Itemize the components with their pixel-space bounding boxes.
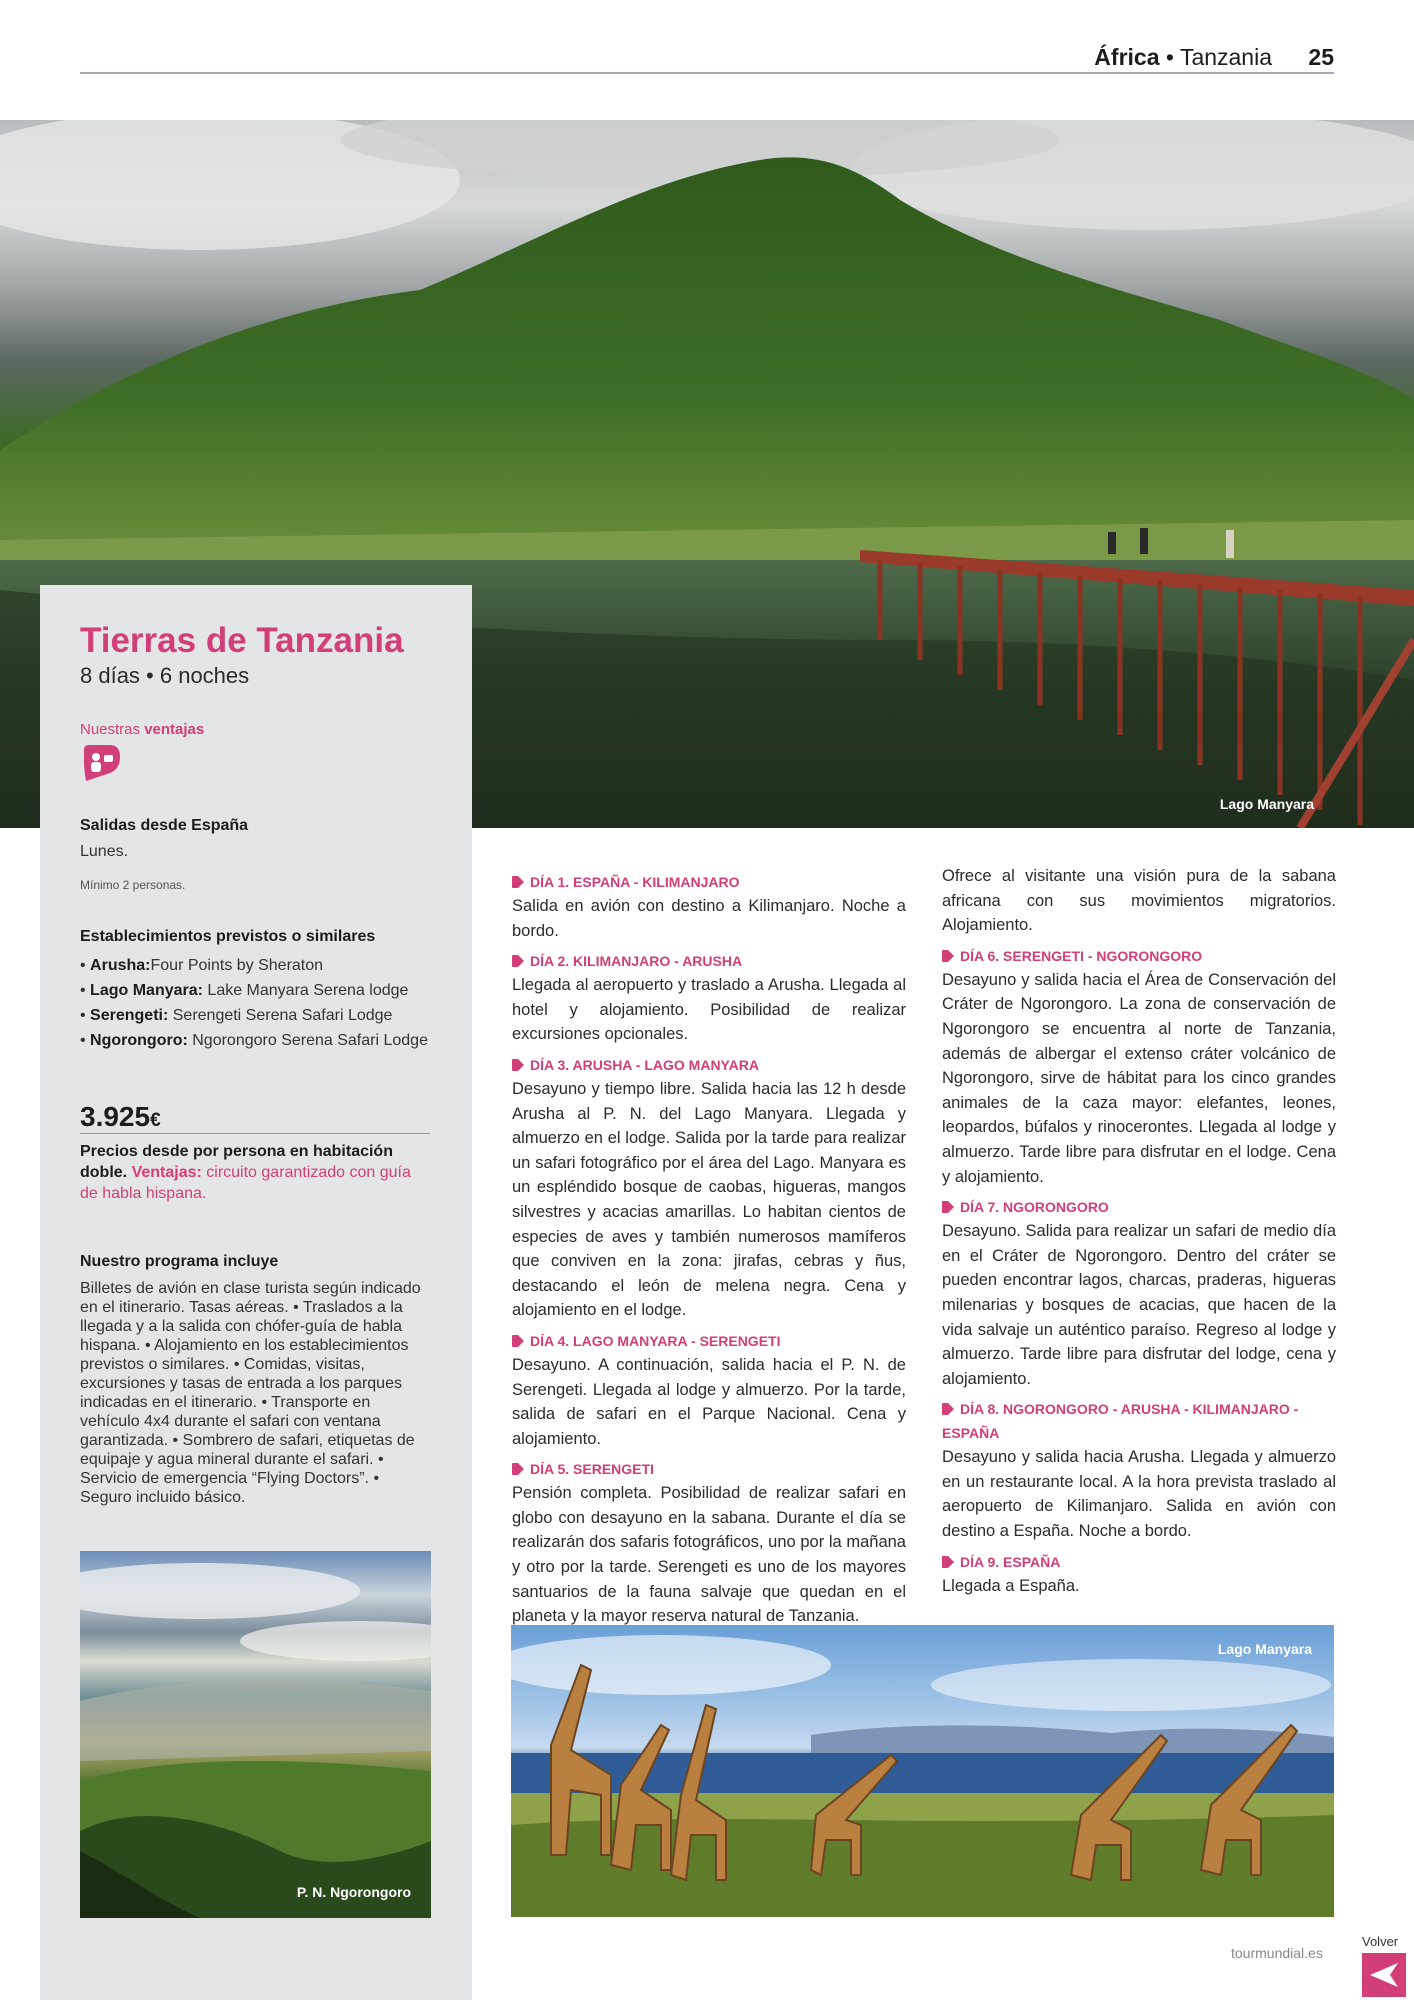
pink-arrow-icon: [512, 876, 524, 888]
hispanic-guide-icon: [80, 745, 120, 781]
day-5-continuation: Ofrece al visitante una visión pura de la sabana africana con sus movimientos migratorios. Alojamiento.: [942, 867, 1336, 935]
itinerary-day: [512, 1329, 906, 1451]
day-heading: DÍA 6. SERENGETI - NGORONGORO: [942, 944, 1336, 968]
giraffes-photo: [511, 1625, 1334, 1917]
trip-sidebar: [40, 585, 472, 2000]
day-heading: DÍA 8. NGORONGORO - ARUSHA - KILIMANJARO - ESPAÑA: [942, 1401, 1299, 1442]
day-heading: DÍA 7. NGORONGORO: [942, 1195, 1336, 1219]
price-value: 3.925: [80, 1101, 151, 1132]
advantages-prefix: Nuestras: [80, 721, 141, 738]
back-button[interactable]: [1362, 1953, 1406, 1997]
advantages-label: [80, 721, 204, 738]
itinerary-day: [512, 1457, 906, 1629]
price-advantages-text: circuito garantizado con guía de habla hispana.: [80, 1164, 411, 1202]
hotels-title: Establecimientos previstos o similares: [80, 928, 376, 945]
hotel-item: • Arusha:Four Points by Sheraton: [80, 957, 324, 974]
trip-title: Tierras de Tanzania: [80, 621, 404, 660]
ngorongoro-caption: P. N. Ngorongoro: [296, 1884, 411, 1900]
ngorongoro-illustration: [80, 1551, 431, 1918]
pink-arrow-icon: [512, 1463, 524, 1475]
pink-arrow-icon: [512, 1335, 524, 1347]
day-heading: DÍA 2. KILIMANJARO - ARUSHA: [512, 949, 906, 973]
trip-duration: 8 días • 6 noches: [80, 663, 250, 688]
itinerary-day: [512, 1053, 906, 1323]
pink-arrow-icon: [942, 950, 954, 962]
hero-caption: Lago Manyara: [1219, 796, 1314, 812]
hotel-item: • Serengeti: Serengeti Serena Safari Lodge: [80, 1007, 393, 1024]
day-heading: DÍA 5. SERENGETI: [512, 1457, 906, 1481]
itinerary-day: [942, 944, 1336, 1189]
back-arrow-icon: [1370, 1963, 1398, 1987]
day-description: Desayuno. Salida para realizar un safari de medio día en el Cráter de Ngorongoro. Dentro del cráter se pueden encontrar lagos, charcas, praderas, higueras milenarias y bosques de acacias, que hacen de la vida salvaje un auténtico paraíso. Regreso al lodge y almuerzo. Tarde libre para disfrutar del lodge, cena y alojamiento.: [942, 1222, 1336, 1388]
header-region: África: [1094, 44, 1160, 70]
day-heading: DÍA 1. ESPAÑA - KILIMANJARO: [512, 870, 906, 894]
website-link[interactable]: tourmundial.es: [1231, 1945, 1323, 1961]
giraffes-caption: Lago Manyara: [1217, 1641, 1312, 1657]
giraffes-illustration: [511, 1625, 1334, 1917]
minimum-persons: Mínimo 2 personas.: [80, 878, 186, 892]
day-description: Pensión completa. Posibilidad de realizar safari en globo con desayuno en la sabana. Durante el día se realizarán dos safaris fotográficos, uno por la mañana y otro por la tarde. Serengeti es uno de los mayores santuarios de la fauna salvaje que quedan en el planeta y la mayor reserva natural de Tanzania.: [512, 1484, 906, 1626]
header-country: Tanzania: [1179, 44, 1273, 70]
page-header: [80, 44, 1334, 74]
itinerary-day: [942, 1397, 1336, 1543]
pink-arrow-icon: [512, 955, 524, 967]
page-number: 25: [1308, 44, 1334, 70]
itinerary-column-2: [942, 864, 1336, 1598]
pink-arrow-icon: [512, 1059, 524, 1071]
itinerary-day: [512, 949, 906, 1047]
day-description: Llegada a España.: [942, 1576, 1080, 1595]
price-note: [80, 1141, 430, 1204]
header-breadcrumb: [1094, 44, 1334, 71]
pink-arrow-icon: [942, 1403, 954, 1415]
ngorongoro-photo: [80, 1551, 431, 1918]
price-note-text: Precios desde por persona en habitación doble.: [80, 1143, 393, 1181]
price-divider: [80, 1133, 430, 1134]
day-heading: DÍA 9. ESPAÑA: [942, 1550, 1336, 1574]
day-description: Salida en avión con destino a Kilimanjaro. Noche a bordo.: [512, 897, 906, 940]
departures-title: Salidas desde España: [80, 817, 249, 834]
itinerary-column-1: [512, 864, 906, 1629]
day-heading: DÍA 4. LAGO MANYARA - SERENGETI: [512, 1329, 906, 1353]
includes-text: Billetes de avión en clase turista según indicado en el itinerario. Tasas aéreas. • Traslados a la llegada y a la salida con chófer-guía de habla hispana. • Alojamiento en los establecimientos previstos o similares. • Comidas, visitas, excursiones y tasas de entrada a los parques indicadas en el itinerario. • Transporte en vehículo 4x4 durante el safari con ventana garantizada. • Sombrero de safari, etiquetas de equipaje y agua mineral durante el safari. • Servicio de emergencia “Flying Doctors”. • Seguro incluido básico.: [80, 1280, 421, 1506]
itinerary-day: [942, 1550, 1336, 1599]
day-description: Desayuno y tiempo libre. Salida hacia las 12 h desde Arusha al P. N. del Lago Manyara. Llegada y almuerzo en el lodge. Salida por la tarde para realizar un safari fotográfico por el área del Lago. Manyara es un espléndido bosque de caobas, higueras, mangos silvestres y acacias amarillas. Lo habitan cientos de especies de aves y también numerosos mamíferos que conviven en la zona: jirafas, cebras y ñus, destacando el león de melena negra. Cena y alojamiento en el lodge.: [512, 1079, 906, 1320]
price-currency: €: [150, 1110, 161, 1131]
departures-days: Lunes.: [80, 843, 129, 860]
hotels-list: [80, 953, 430, 1053]
advantages-word: ventajas: [144, 721, 205, 738]
price-advantages-label: Ventajas:: [131, 1164, 202, 1181]
includes-title: Nuestro programa incluye: [80, 1253, 279, 1270]
itinerary-day: [942, 1195, 1336, 1391]
day-description: Desayuno y salida hacia el Área de Conservación del Cráter de Ngorongoro. La zona de conservación de Ngorongoro se encuentra al norte de Tanzania, además de albergar el extenso cráter volcánico de Ngorongoro, sirve de hábitat para los cinco grandes animales de la caza mayor: elefantes, leones, leopardos, búfalos y rinocerontes. Llegada al lodge y almuerzo. Tarde libre para disfrutar en el lodge. Cena y alojamiento.: [942, 970, 1336, 1186]
header-separator: •: [1165, 44, 1174, 70]
hotel-item: • Ngorongoro: Ngorongoro Serena Safari Lodge: [80, 1032, 428, 1049]
day-description: Llegada al aeropuerto y traslado a Arusha. Llegada al hotel y alojamiento. Posibilidad de realizar excursiones opcionales.: [512, 976, 906, 1044]
day-description: Desayuno y salida hacia Arusha. Llegada y almuerzo en un restaurante local. A la hora prevista traslado al aeropuerto de Kilimanjaro. Salida en avión con destino a España. Noche a bordo.: [942, 1448, 1336, 1541]
pink-arrow-icon: [942, 1201, 954, 1213]
day-description: Desayuno. A continuación, salida hacia el P. N. de Serengeti. Llegada al lodge y almuerzo. Por la tarde, salida de safari en el Parque Nacional. Cena y alojamiento.: [512, 1355, 906, 1448]
pink-arrow-icon: [942, 1556, 954, 1568]
itinerary-day: [512, 870, 906, 943]
hotel-item: • Lago Manyara: Lake Manyara Serena lodge: [80, 982, 409, 999]
back-label: Volver: [1362, 1934, 1399, 1949]
day-heading: DÍA 3. ARUSHA - LAGO MANYARA: [512, 1053, 906, 1077]
trip-price: [80, 1101, 161, 1133]
